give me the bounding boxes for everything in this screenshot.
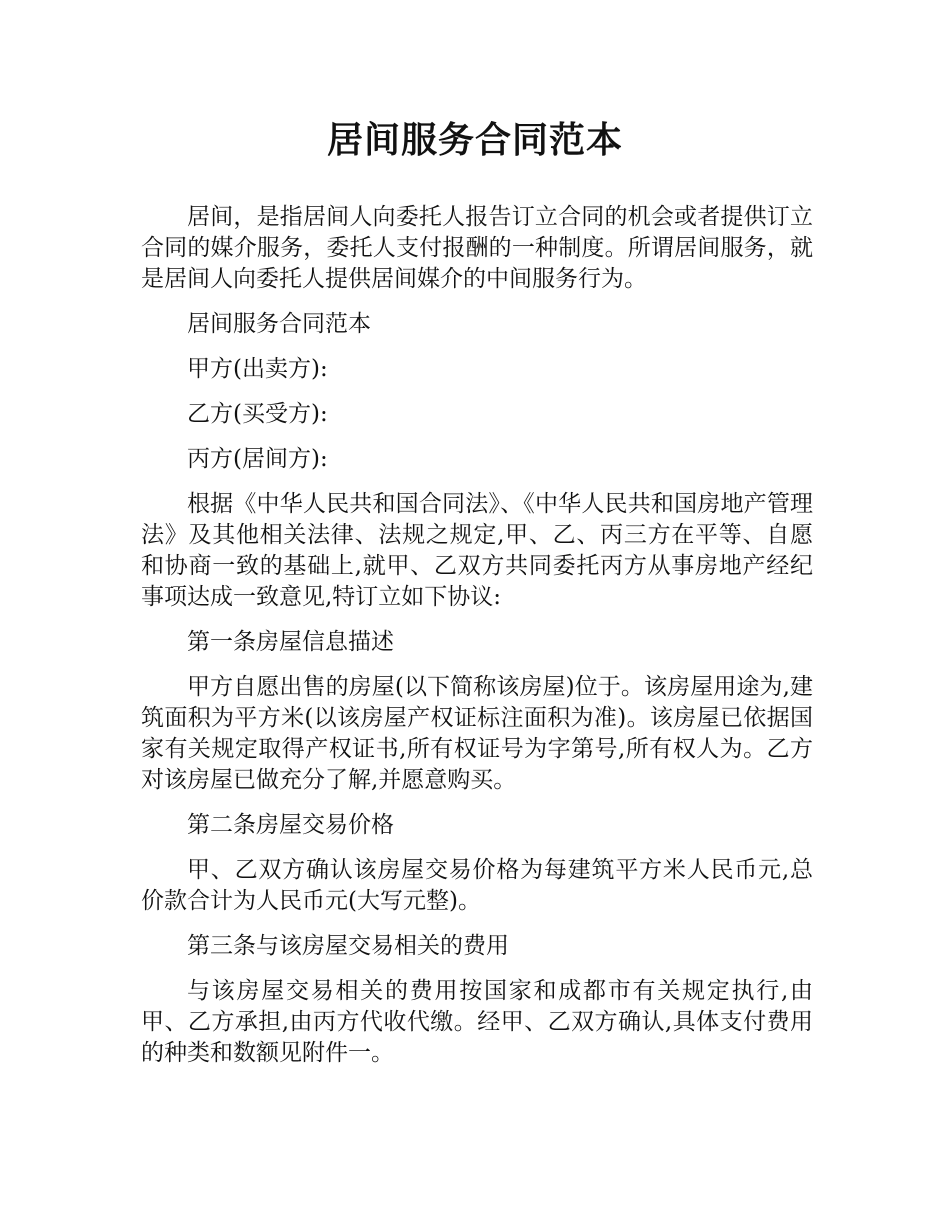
article-1-heading: 第一条房屋信息描述: [187, 629, 394, 655]
article-3-heading: 第三条与该房屋交易相关的费用: [187, 933, 509, 959]
paragraph-legal-basis: 根据《中华人民共和国合同法》、《中华人民共和国房地产管理法》及其他相关法律、法规之规定,甲、乙、丙三方在平等、自愿和协商一致的基础上,就甲、乙双方共同委托丙方从事房地产经纪事项达成一致意见,特订立如下协议:: [141, 491, 813, 610]
party-c-line: 丙方(居间方):: [187, 446, 328, 472]
document-title: 居间服务合同范本: [326, 120, 623, 161]
paragraph-subtitle: 居间服务合同范本: [187, 311, 371, 337]
article-3-body: 与该房屋交易相关的费用按国家和成都市有关规定执行,由甲、乙方承担,由丙方代收代缴。经甲、乙双方确认,具体支付费用的种类和数额见附件一。: [141, 978, 813, 1066]
party-a-line: 甲方(出卖方):: [187, 356, 328, 382]
article-1-body: 甲方自愿出售的房屋(以下简称该房屋)位于。该房屋用途为,建筑面积为平方米(以该房屋产权证标注面积为准)。该房屋已依据国家有关规定取得产权证书,所有权证号为字第号,所有权人为。乙方对该房屋已做充分了解,并愿意购买。: [141, 674, 813, 793]
document-body: [141, 202, 813, 1083]
paragraph-intro: 居间，是指居间人向委托人报告订立合同的机会或者提供订立合同的媒介服务，委托人支付报酬的一种制度。所谓居间服务，就是居间人向委托人提供居间媒介的中间服务行为。: [141, 204, 813, 292]
party-b-line: 乙方(买受方):: [187, 401, 328, 427]
article-2-body: 甲、乙双方确认该房屋交易价格为每建筑平方米人民币元,总价款合计为人民币元(大写元整)。: [141, 857, 813, 914]
article-2-heading: 第二条房屋交易价格: [187, 812, 394, 838]
